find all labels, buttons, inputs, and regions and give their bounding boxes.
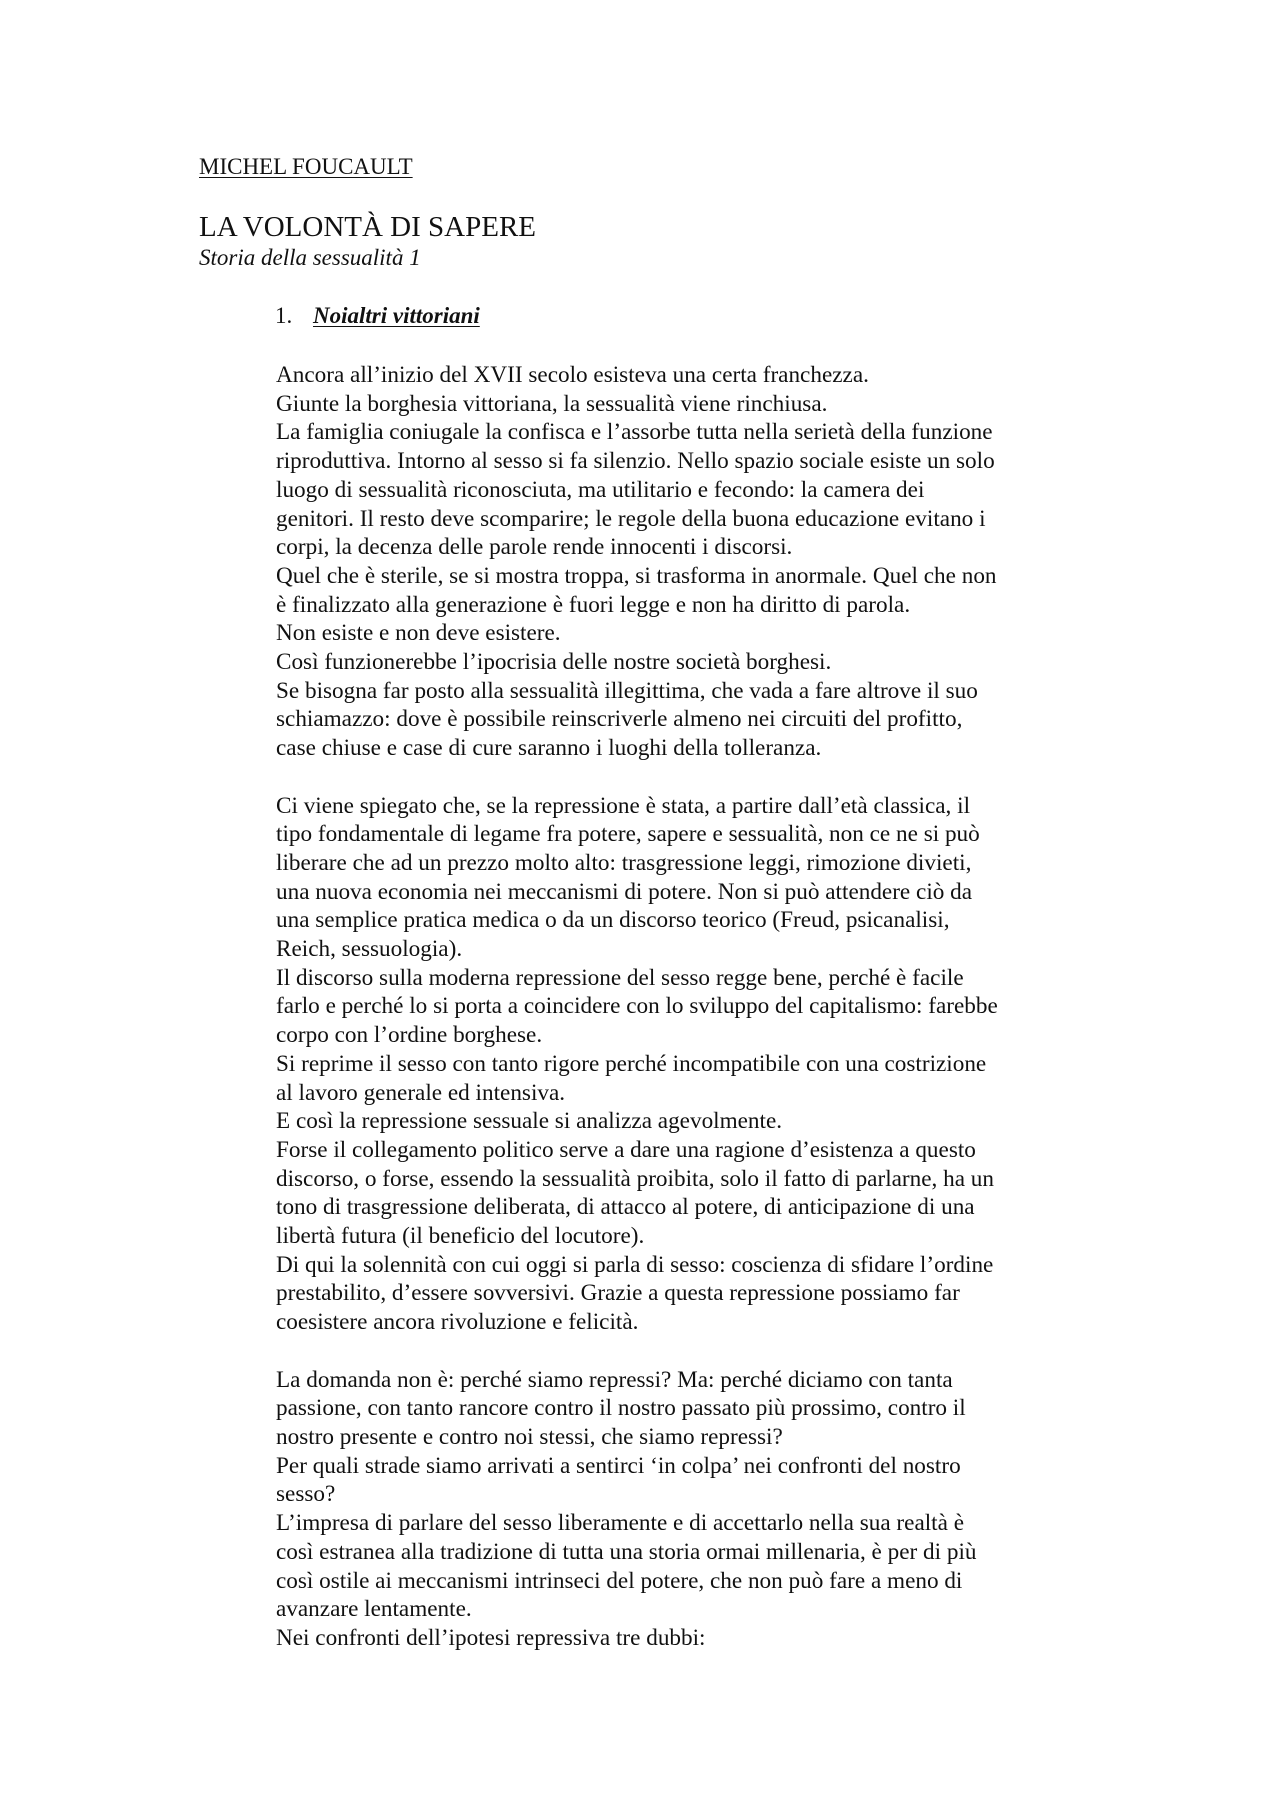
text-line: discorso, o forse, essendo la sessualità proibita, solo il fatto di parlarne, ha un [276, 1165, 994, 1192]
text-line: La domanda non è: perché siamo repressi? Ma: perché diciamo con tanta [276, 1366, 953, 1393]
text-line: Si reprime il sesso con tanto rigore perché incompatibile con una costrizione [276, 1050, 987, 1077]
text-line: Per quali strade siamo arrivati a sentirci ‘in colpa’ nei confronti del nostro [276, 1452, 961, 1479]
chapter-heading [275, 301, 480, 331]
text-line: avanzare lentamente. [276, 1596, 472, 1623]
text-line: Di qui la solennità con cui oggi si parla di sesso: coscienza di sfidare l’ordine [276, 1251, 994, 1278]
paragraph [276, 792, 1116, 1337]
text-line: Così funzionerebbe l’ipocrisia delle nostre società borghesi. [276, 649, 832, 676]
text-line: Quel che è sterile, se si mostra troppa, si trasforma in anormale. Quel che non [276, 562, 997, 589]
text-line: luogo di sessualità riconosciuta, ma utilitario e fecondo: la camera dei [276, 476, 925, 503]
text-line: nostro presente e contro noi stessi, che siamo repressi? [276, 1423, 783, 1450]
text-line: è finalizzato alla generazione è fuori legge e non ha diritto di parola. [276, 591, 911, 618]
text-line: farlo e perché lo si porta a coincidere con lo sviluppo del capitalismo: farebbe [276, 993, 998, 1020]
text-line: Forse il collegamento politico serve a dare una ragione d’esistenza a questo [276, 1136, 976, 1163]
paragraph [276, 1366, 1116, 1653]
text-line: una nuova economia nei meccanismi di potere. Non si può attendere ciò da [276, 878, 973, 905]
text-line: Giunte la borghesia vittoriana, la sessualità viene rinchiusa. [276, 390, 828, 417]
text-line: schiamazzo: dove è possibile reinscriverle almeno nei circuiti del profitto, [276, 706, 963, 733]
chapter-title: Noialtri vittoriani [313, 303, 480, 328]
text-line: così ostile ai meccanismi intrinseci del potere, che non può fare a meno di [276, 1567, 963, 1594]
text-line: coesistere ancora rivoluzione e felicità. [276, 1309, 639, 1336]
text-line: così estranea alla tradizione di tutta una storia ormai millenaria, è per di più [276, 1538, 977, 1565]
text-line: Non esiste e non deve esistere. [276, 620, 561, 647]
text-line: Il discorso sulla moderna repressione del sesso regge bene, perché è facile [276, 964, 964, 991]
text-line: case chiuse e case di cure saranno i luoghi della tolleranza. [276, 735, 822, 762]
text-line: Ancora all’inizio del XVII secolo esisteva una certa franchezza. [276, 362, 869, 388]
text-line: corpi, la decenza delle parole rende innocenti i discorsi. [276, 534, 793, 561]
text-line: Nei confronti dell’ipotesi repressiva tre dubbi: [276, 1624, 706, 1651]
text-line: libertà futura (il beneficio del locutore). [276, 1223, 645, 1250]
text-line: Ci viene spiegato che, se la repressione è stata, a partire dall’età classica, il [276, 792, 971, 819]
book-subtitle: Storia della sessualità 1 [199, 245, 421, 270]
text-line: tono di trasgressione deliberata, di attacco al potere, di anticipazione di una [276, 1194, 975, 1221]
text-line: riproduttiva. Intorno al sesso si fa silenzio. Nello spazio sociale esiste un solo [276, 448, 995, 475]
text-line: liberare che ad un prezzo molto alto: trasgressione leggi, rimozione divieti, [276, 849, 972, 876]
text-line: E così la repressione sessuale si analizza agevolmente. [276, 1108, 783, 1135]
text-line: L’impresa di parlare del sesso liberamente e di accettarlo nella sua realtà è [276, 1510, 965, 1537]
text-line: Se bisogna far posto alla sessualità illegittima, che vada a fare altrove il suo [276, 677, 978, 704]
text-line: tipo fondamentale di legame fra potere, sapere e sessualità, non ce ne si può [276, 821, 980, 848]
text-line: corpo con l’ordine borghese. [276, 1022, 543, 1049]
body-text [276, 361, 1116, 1653]
text-line: al lavoro generale ed intensiva. [276, 1079, 566, 1106]
text-line: Reich, sessuologia). [276, 936, 463, 963]
text-line: una semplice pratica medica o da un discorso teorico (Freud, psicanalisi, [276, 907, 950, 934]
text-line: genitori. Il resto deve scomparire; le regole della buona educazione evitano i [276, 505, 986, 532]
book-title: LA VOLONTÀ DI SAPERE [199, 211, 536, 243]
author-name: MICHEL FOUCAULT [199, 154, 413, 179]
text-line: La famiglia coniugale la confisca e l’assorbe tutta nella serietà della funzione [276, 419, 993, 446]
text-line: prestabilito, d’essere sovversivi. Grazie a questa repressione possiamo far [276, 1280, 960, 1307]
chapter-number: 1. [275, 303, 293, 328]
text-line: sesso? [276, 1481, 336, 1508]
text-line: passione, con tanto rancore contro il nostro passato più prossimo, contro il [276, 1395, 966, 1422]
paragraph [276, 361, 1116, 763]
